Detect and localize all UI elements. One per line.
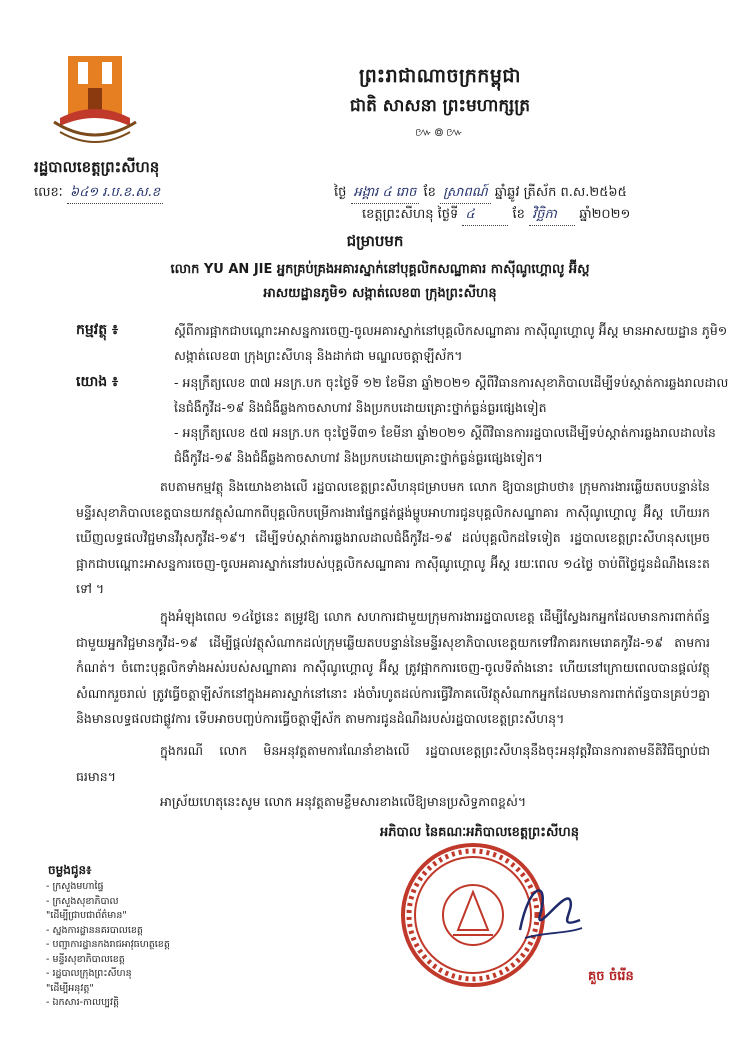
- solar-month: វិច្ឆិកា: [529, 206, 575, 226]
- cc-item: - ស្នងការដ្ឋាននគរបាលខេត្ត: [46, 924, 143, 936]
- recipient-block: [60, 258, 700, 306]
- body-paragraph-2: ក្នុងអំឡុងពេល ១៤ថ្ងៃនេះ តម្រូវឱ្យ លោក សហការជាមួយក្រុមការងាររដ្ឋបាលខេត្ត ដើម្បីស្វែងរកអ្នកដែលមានការពាក់ព័ន្ធជាមួយអ្នកវិជ្ជមានកូវីដ-១៩ ដើម្បីផ្តល់វត្ថុសំណាកដល់ក្រុមឆ្លើយតបបន្ទាន់នៃមន្ទីរសុខាភិបាលខេត្តយកទៅវិភាគរកមេរោគកូវីដ-១៩ តាមការកំណត់។ ចំពោះបុគ្គលិកទាំងអស់របស់សណ្ឋាគារ កាស៊ីណូហ្គោលូ អ៊ីស្ត ត្រូវផ្អាកការចេញ-ចូលទីតាំងនោះ ហើយនៅក្រោយពេលបានផ្តល់វត្ថុសំណាករួចរាល់ ត្រូវធ្វើចត្តាឡីស័កនៅក្នុងអគារស្នាក់នៅនោះ រង់ចាំរហូតដល់ការធ្វើវិភាគលើវត្ថុសំណាកអ្នកដែលមានការពាក់ព័ន្ធបានគ្រប់ៗគ្នា និងមានលទ្ធផលជាផ្លូវការ ទើបអាចបញ្ចប់ការធ្វើចត្តាឡីស័ក តាមការជូនដំណឹងរបស់រដ្ឋបាលខេត្តព្រះសីហនុ។: [76, 609, 710, 726]
- body-paragraph-1: តបតាមកម្មវត្ថុ និងយោងខាងលើ រដ្ឋបាលខេត្តព្រះសីហនុជម្រាបមក លោក ឱ្យបានជ្រាបថា៖ ក្រុមការងារឆ្លើយតបបន្ទាន់នៃមន្ទីរសុខាភិបាលខេត្តបានយកវត្ថុសំណាកពីបុគ្គលិកបម្រើការងារផ្នែកផ្គត់ផ្គង់ម្ហូបអាហារជូនបុគ្គលិកសណ្ឋាគារ កាស៊ីណូហ្គោលូ អ៊ីស្ត ហើយរកឃើញលទ្ធផលវិជ្ជមានវីរុសកូវីដ-១៩។ ដើម្បីទប់ស្កាត់ការឆ្លងរាលដាលជំងឺកូវីដ-១៩ ដល់បុគ្គលិកដទៃទៀត រដ្ឋបាលខេត្តព្រះសីហនុសម្រេចផ្អាកជាបណ្តោះអាសន្នការចេញ-ចូលអគារស្នាក់នៅរបស់បុគ្គលិកសណ្ឋាគារ កាស៊ីណូហ្គោលូ អ៊ីស្ត រយៈពេល ១៤ថ្ងៃ ចាប់ពីថ្ងៃជូនដំណឹងនេះតទៅ ។: [76, 479, 710, 596]
- cc-item: - ក្រសួងមហាផ្ទៃ: [46, 881, 104, 892]
- solar-date-line: [362, 206, 630, 226]
- signatory-name: គួច ចំរើន: [588, 969, 634, 984]
- reference-row: [76, 370, 736, 474]
- reference-item-2: - អនុក្រឹត្យលេខ ៥៧ អនក្រ.បក ចុះថ្ងៃទី៣១ ខែមីនា ឆ្នាំ២០២១ ស្តីពីវិធានការរដ្ឋបាលដើម្បីទប់ស្កាត់ការឆ្លងរាលដាលនៃជំងឺកូវីដ-១៩ និងជំងឺឆ្លងកាចសាហាវ និងប្រកបដោយគ្រោះថ្នាក់ធ្ងន់ធ្ងរផ្សេងទៀត។: [174, 425, 716, 465]
- cc-item: - បញ្ជាការដ្ឋានកងរាជអាវុធហត្ថខេត្ត: [46, 939, 170, 950]
- subject-label: កម្មវត្ថុ ៖: [76, 322, 119, 338]
- cc-item: - មន្ទីរសុខាភិបាលខេត្ត: [46, 953, 125, 965]
- body-paragraph-3: ក្នុងករណី លោក មិនអនុវត្តតាមការណែនាំខាងលើ រដ្ឋបាលខេត្តព្រះសីហនុនឹងចុះអនុវត្តវិធានការតាមនីតិវិធីច្បាប់ជាធរមាន។: [76, 743, 710, 784]
- reference-label: យោង ៖: [76, 374, 119, 390]
- solar-year: ឆ្នាំ២០២១: [579, 207, 631, 222]
- lunar-date-line: [334, 184, 627, 204]
- ref-number: ៦៤១ រ.ប.ខ.ស.ខ: [67, 184, 163, 204]
- signatory-title: អភិបាល នៃគណៈអភិបាលខេត្តព្រះសីហនុ: [380, 825, 579, 840]
- body-paragraph-4: អាស្រ័យហេតុនេះសូម លោក អនុវត្តតាមខ្លឹមសារខាងលើឱ្យមានប្រសិទ្ធភាពខ្ពស់។: [160, 794, 527, 809]
- reference-number-line: [34, 184, 163, 204]
- lunar-day: អង្គារ ៤ រោច: [351, 184, 420, 204]
- solar-date-prefix: ខេត្តព្រះសីហនុ ថ្ងៃទី: [362, 207, 459, 222]
- cc-title: ចម្លងជូន៖: [48, 863, 92, 877]
- subject-row: [76, 318, 736, 372]
- ornament-divider: ៚៙៚: [415, 125, 465, 139]
- recipient-line-2: អាសយដ្ឋានភូមិ១ សង្កាត់លេខ៣ ក្រុងព្រះសីហនុ: [263, 286, 497, 301]
- issuing-authority: រដ្ឋបាលខេត្តព្រះសីហនុ: [34, 158, 160, 176]
- cc-item: - រដ្ឋបាលក្រុងព្រះសីហនុ: [46, 968, 132, 979]
- lunar-year: ឆ្នាំឆ្លូវ ត្រីស័ក ព.ស.២៥៦៥: [494, 185, 627, 200]
- lunar-date-prefix: ថ្ងៃ: [334, 185, 347, 200]
- cc-item: "ដើម្បីអនុវត្ត": [46, 982, 94, 994]
- provincial-logo-icon: [50, 48, 140, 158]
- recipient-line-1: លោក YU AN JIE អ្នកគ្រប់គ្រងអគារស្នាក់នៅបុគ្គលិកសណ្ឋាគារ កាស៊ីណូហ្គោលូ អ៊ីស្ត: [170, 262, 590, 277]
- national-motto: ជាតិ សាសនា ព្រះមហាក្សត្រ: [349, 96, 531, 116]
- lunar-month-label: ខែ: [423, 185, 436, 200]
- solar-day: ៤: [462, 206, 508, 226]
- reference-item-1: - អនុក្រឹត្យលេខ ៣៧ អនក្រ.បក ចុះថ្ងៃទី ១២ ខែមីនា ឆ្នាំ២០២១ ស្តីពីវិធានការសុខាភិបាលដើម្បីទប់ស្កាត់ការឆ្លងរាលដាលនៃជំងឺកូវីដ-១៩ និងជំងឺឆ្លងកាចសាហាវ និងប្រកបដោយគ្រោះថ្នាក់ធ្ងន់ធ្ងរផ្សេងទៀត: [174, 375, 729, 415]
- cc-item: - ឯកសារ-កាលប្បវត្តិ: [46, 997, 120, 1008]
- lunar-month: ស្រាពណ៍: [440, 184, 491, 204]
- subject-text: ស្តីពីការផ្អាកជាបណ្តោះអាសន្នការចេញ-ចូលអគារស្នាក់នៅបុគ្គលិកសណ្ឋាគារ កាស៊ីណូហ្គោលូ អ៊ីស្ត មានអាសយដ្ឋាន ភូមិ១ សង្កាត់លេខ៣ ក្រុងព្រះសីហនុ និងដាក់ជា មណ្ឌលចត្តាឡីស័ក។: [174, 323, 728, 363]
- solar-month-label: ខែ: [512, 207, 525, 222]
- cc-item: "ដើម្បីជ្រាបជាព័ត៌មាន": [46, 910, 127, 921]
- ref-label: លេខៈ: [34, 185, 63, 200]
- cc-list: [46, 880, 170, 1011]
- cc-item: - ក្រសួងសុខាភិបាល: [46, 895, 119, 907]
- notice-title: ជម្រាបមក: [346, 232, 404, 250]
- kingdom-title: ព្រះរាជាណាចក្រកម្ពុជា: [359, 65, 521, 87]
- handwritten-signature-icon: [510, 870, 590, 950]
